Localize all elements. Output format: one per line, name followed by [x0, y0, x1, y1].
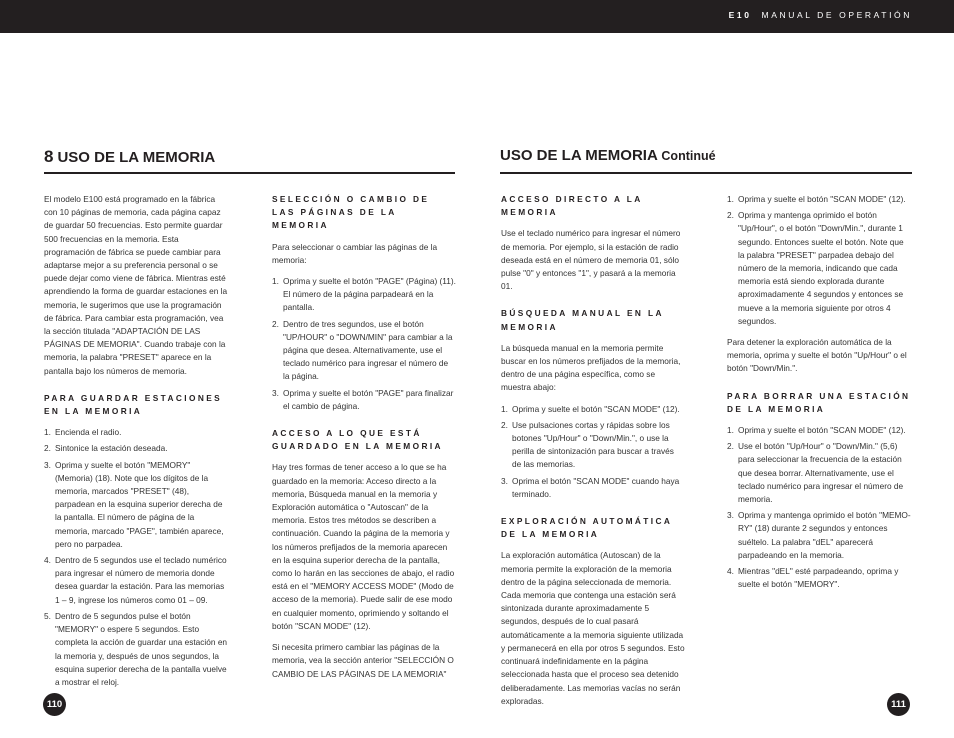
busqueda-heading: BÚSQUEDA MANUAL EN LA MEMORIA — [501, 308, 664, 332]
list-item: 1. Oprima y suelte el botón "PAGE" (Página) (11). El número de la página parpadeará en la pantalla. — [272, 276, 456, 313]
acceso-text: Hay tres formas de tener acceso a lo que se ha guardado en la memoria: Acceso directo a la memoria, Búsqueda manual en la memoria y Exploración automática o "Autoscan" de la memoria. Estos tres métodos se describen a continuación. Cuando la página de la memoria y los números prefijados de la memoria aparecen en la esquina superior derecha de la pantalla, como lo harán en las secciones de abajo, el radio está en el "MEMORY ACCESS MODE" (Modo de acceso de la memoria). Puede salir de ese modo en cualquier momento, oprimiendo y soltando el botón "SCAN MODE" (12). — [272, 462, 455, 631]
left-page-title — [44, 147, 215, 167]
guardar-steps — [44, 426, 228, 689]
column-3 — [501, 193, 685, 716]
left-title-rule — [44, 172, 455, 174]
seleccion-steps — [272, 275, 456, 413]
page-number-left: 110 — [43, 693, 66, 716]
right-title-suffix: Continué — [661, 149, 716, 163]
list-item: 1. Oprima y suelte el botón "SCAN MODE" (12). — [727, 194, 906, 204]
list-item: 3. Oprima y suelte el botón "MEMORY" (Memoria) (18). Note que los dígitos de la memoria, marcados "PRESET" (48), parpadean en la esquina superior derecha de la pantalla. El número de página de la memoria, marcado "PAGE", también aparece, pero no parpadea. — [44, 459, 224, 549]
list-item: 1. Oprima y suelte el botón "SCAN MODE" (12). — [501, 403, 680, 414]
manual-header — [729, 10, 912, 20]
list-item: 5. Dentro de 5 segundos pulse el botón "MEMORY" o espere 5 segundos. Esto completa la acción de guardar una estación en la memoria y, después de unos segundos, la esquina superior derecha de la pantalla vuelve a mostrar el reloj. — [44, 610, 228, 687]
directo-heading: ACCESO DIRECTO A LA MEMORIA — [501, 194, 643, 218]
list-item: 3. Oprima y suelte el botón "PAGE" para finalizar el cambio de página. — [272, 387, 454, 411]
borrar-steps — [727, 424, 911, 591]
list-item: 3. Oprima y mantenga oprimido el botón "MEMO-RY" (18) durante 2 segundos y entonces suéltelo. La palabra "dEL" aparecerá parpadeando en la memoria. — [727, 510, 911, 560]
column-1 — [44, 193, 228, 697]
acceso-heading: ACCESO A LO QUE ESTÁ GUARDADO EN LA MEMORIA — [272, 428, 443, 452]
column-2 — [272, 193, 456, 689]
list-item: 2. Sintonice la estación deseada. — [44, 443, 168, 454]
right-title-rule — [500, 172, 912, 174]
list-item: 2. Dentro de tres segundos, use el botón "UP/HOUR" o "DOWN/MIN" para cambiar a la página que desea. Alternativamente, use el teclado numérico para ingresar el número de la página. — [272, 318, 453, 382]
list-item: 1. Encienda el radio. — [44, 427, 122, 438]
header-bar — [0, 0, 954, 33]
intro-paragraph: El modelo E100 está programado en la fábrica con 10 páginas de memoria, cada página capaz de guardar 50 frecuencias. Esto permite guardar 500 frecuencias en la memoria. Esta programación de fábrica se puede cambiar para adaptarse mejor a su preferencia personal o se puede dejar como viene de fábrica. Mientras esté aprendiendo la forma de guardar estaciones en la memoria, le sugerimos que use la programación de fábrica. Para cambiar esta programación, vea la sección titulada "ADAPTACIÓN DE LAS PÁGINAS DE MEMORIA". Cuando trabaje con la memoria, la palabra "PRESET" aparece en la pantalla bajo los números de memoria. — [44, 194, 228, 376]
seleccion-intro: Para seleccionar o cambiar las páginas de la memoria: — [272, 241, 438, 265]
right-page-title — [500, 147, 716, 164]
borrar-heading: PARA BORRAR UNA ESTACIÓN DE LA MEMORIA — [727, 390, 911, 414]
exploracion-text: La exploración automática (Autoscan) de la memoria permite la exploración de la memoria dentro de la página seleccionada de memoria. Cada memoria que contenga una estación será sintonizada durante aproximadamente 5 segundos, después de lo cual pasará automáticamente a la memoria siguiente utilizada y permanecerá en ella por otros 5 segundos. Esto continuará indefinidamente en la página seleccionada hasta que el proceso sea detenido deliberadamente. Las memorias vacías no serán exploradas. — [501, 550, 685, 706]
list-item: 1. Oprima y suelte el botón "SCAN MODE" (12). — [727, 425, 906, 436]
acceso-note: Si necesita primero cambiar las páginas de la memoria, vea la sección anterior "SELECCIÓN O CAMBIO DE LAS PÁGINAS DE LA MEMORIA" — [272, 642, 454, 679]
directo-text: Use el teclado numérico para ingresar el número de memoria. Por ejemplo, si la estación de radio deseada está en el número de memoria 01, sólo pulse "0" y entonces "1", y pasará a la memoria 01. — [501, 228, 681, 292]
guardar-heading: PARA GUARDAR ESTACIONES EN LA MEMORIA — [44, 392, 223, 417]
column-4 — [727, 193, 911, 599]
list-item: 4. Dentro de 5 segundos use el teclado numérico para ingresar el número de memoria donde desea guardar la estación. Para las memorias 1 – 9, ingrese los números como 01 – 09. — [44, 555, 227, 605]
exploracion-heading: EXPLORACIÓN AUTOMÁTICA DE LA MEMORIA — [501, 516, 672, 540]
page-number-right: 111 — [887, 693, 910, 716]
list-item: 2. Use el botón "Up/Hour" o "Down/Min." (5,6) para seleccionar la frecuencia de la estación que desea borrar. Alternativamente, use el teclado numérico para ingresar el número de memoria. — [727, 441, 904, 505]
seleccion-heading: SELECCIÓN O CAMBIO DE LAS PÁGINAS DE LA MEMORIA — [272, 194, 430, 231]
busqueda-steps — [501, 403, 685, 501]
right-title-text: USO DE LA MEMORIA — [500, 147, 658, 164]
manual-title: MANUAL DE OPERATIÓN — [761, 10, 912, 20]
list-item: 4. Mientras "dEL" esté parpadeando, oprima y suelte el botón "MEMORY". — [727, 566, 899, 590]
list-item: 3. Oprima el botón "SCAN MODE" cuando haya terminado. — [501, 475, 680, 499]
list-item: 2. Use pulsaciones cortas y rápidas sobre los botones "Up/Hour" o "Down/Min.", o use la perilla de sintonización para buscar a través de las memorias. — [501, 419, 674, 470]
autoscan-steps — [727, 193, 911, 328]
detener-text: Para detener la exploración automática de la memoria, oprima y suelte el botón "Up/Hour" o el botón "Down/Min.". — [727, 337, 907, 374]
chapter-number: 8 — [44, 147, 54, 166]
model-label: E10 — [728, 10, 752, 20]
list-item: 2. Oprima y mantenga oprimido el botón "Up/Hour", o el botón "Down/Min.", durante 1 segundo. Entonces suelte el botón. Note que la palabra "PRESET" parpadea debajo del número de la memoria, indicando que cada memoria está siendo explorada durante aproximadamente 4 segundos y entonces se mueve a la memoria siguiente por otros 4 segundos. — [727, 210, 904, 326]
left-title-text: USO DE LA MEMORIA — [57, 149, 216, 166]
busqueda-intro: La búsqueda manual en la memoria permite buscar en los números prefijados de la memoria, dentro de una página específica, como se muestra abajo: — [501, 342, 681, 393]
